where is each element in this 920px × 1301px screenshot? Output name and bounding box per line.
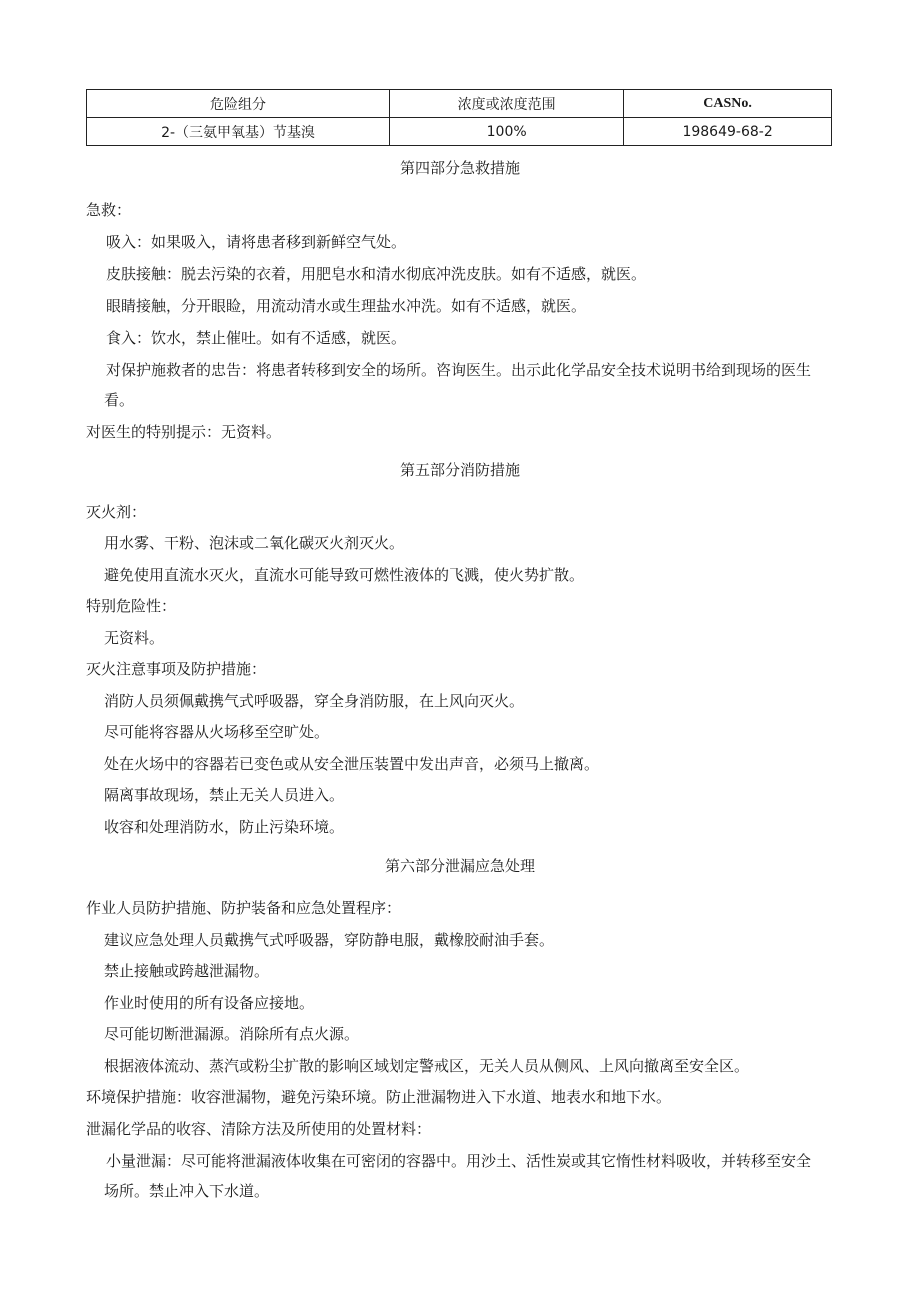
ppe-line2: 禁止接触或跨越泄漏物。 bbox=[104, 962, 270, 980]
firefighting-note-2: 尽可能将容器从火场移至空旷处。 bbox=[104, 723, 330, 741]
firefighting-note-4: 隔离事故现场，禁止无关人员进入。 bbox=[104, 786, 345, 804]
table-row bbox=[87, 118, 832, 146]
cleanup-label: 泄漏化学品的收容、清除方法及所使用的处置材料： bbox=[86, 1120, 432, 1138]
ppe-line3: 作业时使用的所有设备应接地。 bbox=[104, 994, 315, 1012]
firefighting-note-5: 收容和处理消防水，防止污染环境。 bbox=[104, 818, 345, 836]
first-aid-advice-line2: 看。 bbox=[104, 391, 135, 409]
first-aid-skin: 皮肤接触：脱去污染的衣着，用肥皂水和清水彻底冲洗皮肤。如有不适感，就医。 bbox=[106, 265, 647, 283]
extinguisher-label: 灭火剂： bbox=[86, 503, 147, 521]
header-component: 危险组分 bbox=[87, 90, 390, 118]
firefighting-notes-label: 灭火注意事项及防护措施： bbox=[86, 660, 267, 678]
first-aid-label: 急救： bbox=[86, 201, 132, 219]
extinguisher-line2: 避免使用直流水灭火，直流水可能导致可燃性液体的飞溅，使火势扩散。 bbox=[104, 566, 585, 584]
composition-table bbox=[86, 89, 832, 146]
section4-title: 第四部分急救措施 bbox=[399, 159, 520, 177]
table-header-row bbox=[87, 90, 832, 118]
special-hazard-label: 特别危险性： bbox=[86, 597, 177, 615]
environmental-measures: 环境保护措施：收容泄漏物，避免污染环境。防止泄漏物进入下水道、地表水和地下水。 bbox=[86, 1088, 672, 1106]
header-cas: CASNo. bbox=[624, 90, 832, 118]
section5-title: 第五部分消防措施 bbox=[399, 461, 520, 479]
ppe-label: 作业人员防护措施、防护装备和应急处置程序： bbox=[86, 899, 402, 917]
special-hazard-line1: 无资料。 bbox=[104, 629, 165, 647]
cell-concentration: 100% bbox=[390, 118, 624, 146]
ppe-line1: 建议应急处理人员戴携气式呼吸器，穿防静电服，戴橡胶耐油手套。 bbox=[104, 931, 555, 949]
first-aid-eye: 眼睛接触，分开眼睑，用流动清水或生理盐水冲洗。如有不适感，就医。 bbox=[106, 297, 587, 315]
first-aid-ingest: 食入：饮水，禁止催吐。如有不适感，就医。 bbox=[106, 329, 407, 347]
first-aid-inhale: 吸入：如果吸入，请将患者移到新鲜空气处。 bbox=[106, 233, 407, 251]
firefighting-note-1: 消防人员须佩戴携气式呼吸器，穿全身消防服，在上风向灭火。 bbox=[104, 692, 525, 710]
small-spill-line1: 小量泄漏：尽可能将泄漏液体收集在可密闭的容器中。用沙土、活性炭或其它惰性材料吸收，并转移至安全 bbox=[106, 1152, 812, 1170]
small-spill-line2: 场所。禁止冲入下水道。 bbox=[104, 1182, 270, 1200]
ppe-line5: 根据液体流动、蒸汽或粉尘扩散的影响区域划定警戒区，无关人员从侧风、上风向撤离至安全区。 bbox=[104, 1057, 750, 1075]
doctor-note: 对医生的特别提示：无资料。 bbox=[86, 423, 282, 441]
section6-title: 第六部分泄漏应急处理 bbox=[384, 857, 535, 875]
first-aid-advice-line1: 对保护施救者的忠告：将患者转移到安全的场所。咨询医生。出示此化学品安全技术说明书给到现场的医生 bbox=[106, 361, 812, 379]
firefighting-note-3: 处在火场中的容器若已变色或从安全泄压装置中发出声音，必须马上撤离。 bbox=[104, 755, 600, 773]
header-concentration: 浓度或浓度范围 bbox=[390, 90, 624, 118]
cell-component: 2-（三氨甲氧基）节基溴 bbox=[87, 118, 390, 146]
cell-cas: 198649-68-2 bbox=[624, 118, 832, 146]
ppe-line4: 尽可能切断泄漏源。消除所有点火源。 bbox=[104, 1025, 360, 1043]
extinguisher-line1: 用水雾、干粉、泡沫或二氧化碳灭火剂灭火。 bbox=[104, 534, 405, 552]
